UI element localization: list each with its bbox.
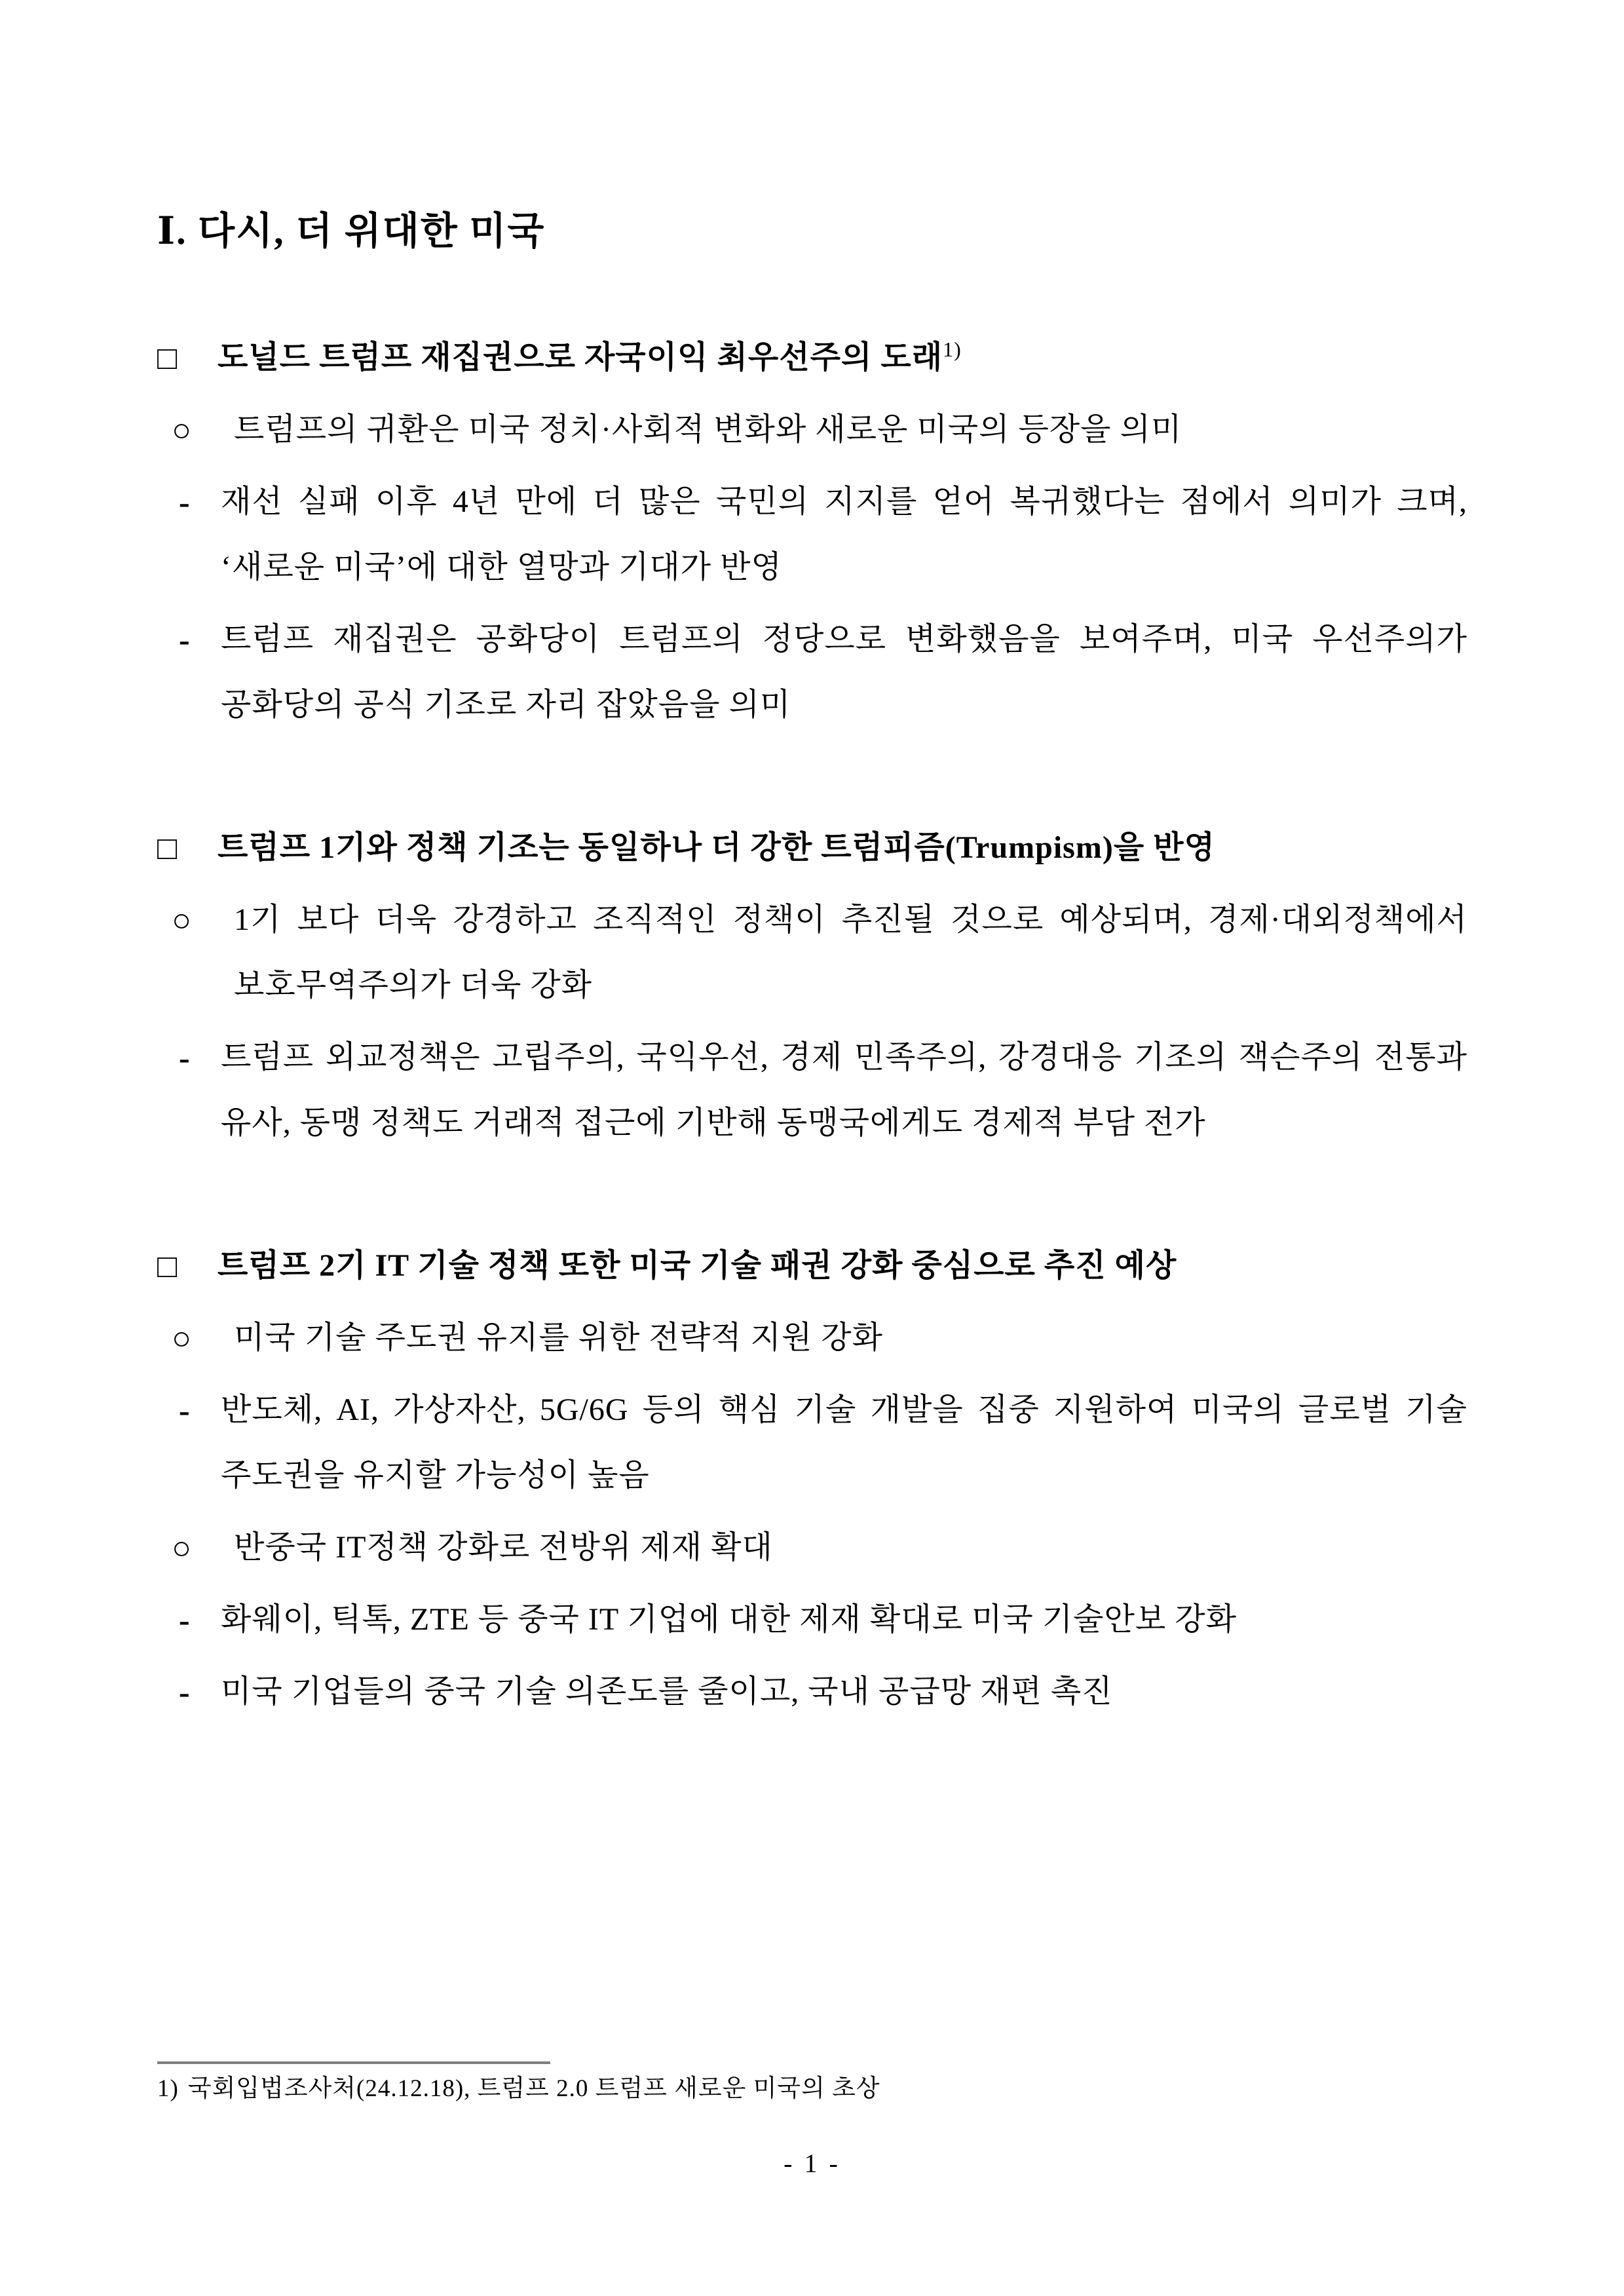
item-text: 반중국 IT정책 강화로 전방위 제재 확대 (234, 1530, 773, 1565)
detail-item (157, 469, 1467, 600)
item-text: 1기 보다 더욱 강경하고 조직적인 정책이 추진될 것으로 예상되며, 경제·대외정책에서 보호무역주의가 더욱 강화 (234, 902, 1467, 1003)
square-bullet-icon: □ (157, 1248, 178, 1284)
dash-bullet-icon: - (179, 621, 191, 658)
detail-item (157, 1659, 1467, 1725)
item-text: 트럼프 외교정책은 고립주의, 국익우선, 경제 민족주의, 강경대응 기조의 잭슨주의 전통과 유사, 동맹 정책도 거래적 접근에 기반해 동맹국에게도 경제적 부담 전가 (221, 1040, 1467, 1140)
footnote-text: 국회입법조사처(24.12.18), 트럼프 2.0 트럼프 새로운 미국의 초상 (187, 2075, 880, 2102)
circle-bullet-icon: ○ (172, 1320, 193, 1356)
section-header-item (157, 325, 1467, 391)
item-text: 화웨이, 틱톡, ZTE 등 중국 IT 기업에 대한 제재 확대로 미국 기술안보 강화 (221, 1602, 1237, 1637)
sub-item (157, 887, 1467, 1018)
item-text: 재선 실패 이후 4년 만에 더 많은 국민의 지지를 얻어 복귀했다는 점에서 의미가 크며, ‘새로운 미국’에 대한 열망과 기대가 반영 (221, 484, 1467, 584)
item-text: 트럼프의 귀환은 미국 정치·사회적 변화와 새로운 미국의 등장을 의미 (234, 412, 1182, 447)
detail-item (157, 1377, 1467, 1508)
detail-item (157, 607, 1467, 738)
item-text: 트럼프 2기 IT 기술 정책 또한 미국 기술 패권 강화 중심으로 추진 예상 (217, 1248, 1177, 1283)
square-bullet-icon: □ (157, 830, 178, 866)
section-header-item (157, 815, 1467, 881)
footnote-divider (157, 2061, 550, 2064)
square-bullet-icon: □ (157, 339, 178, 376)
circle-bullet-icon: ○ (172, 411, 193, 448)
item-text: 트럼프 1기와 정책 기조는 동일하나 더 강한 트럼피즘(Trumpism)을 반영 (217, 830, 1215, 865)
footnote-marker: 1) (157, 2075, 179, 2102)
item-text: 미국 기술 주도권 유지를 위한 전략적 지원 강화 (234, 1320, 883, 1355)
circle-bullet-icon: ○ (172, 1529, 193, 1566)
page-number: - 1 - (784, 2149, 840, 2178)
dash-bullet-icon: - (179, 1601, 191, 1638)
detail-item (157, 1587, 1467, 1653)
item-text: 반도체, AI, 가상자산, 5G/6G 등의 핵심 기술 개발을 집중 지원하여 미국의 글로벌 기술 주도권을 유지할 가능성이 높음 (221, 1392, 1467, 1493)
item-text: 미국 기업들의 중국 기술 의존도를 줄이고, 국내 공급망 재편 촉진 (221, 1674, 1113, 1709)
dash-bullet-icon: - (179, 1039, 191, 1076)
footnote-ref: 1) (943, 337, 962, 361)
item-text: 트럼프 재집권은 공화당이 트럼프의 정당으로 변화했음을 보여주며, 미국 우선주의가 공화당의 공식 기조로 자리 잡았음을 의미 (221, 622, 1467, 722)
sub-item (157, 397, 1467, 463)
sub-item (157, 1515, 1467, 1580)
footnote (157, 2072, 1271, 2106)
document-content (157, 0, 1467, 1731)
dash-bullet-icon: - (179, 484, 191, 520)
circle-bullet-icon: ○ (172, 902, 193, 938)
dash-bullet-icon: - (179, 1674, 191, 1710)
section-header-item (157, 1233, 1467, 1299)
page-title: Ⅰ. 다시, 더 위대한 미국 (157, 210, 546, 252)
dash-bullet-icon: - (179, 1392, 191, 1428)
sub-item (157, 1305, 1467, 1371)
item-text: 도널드 트럼프 재집권으로 자국이익 최우선주의 도래 (217, 340, 943, 375)
detail-item (157, 1025, 1467, 1156)
